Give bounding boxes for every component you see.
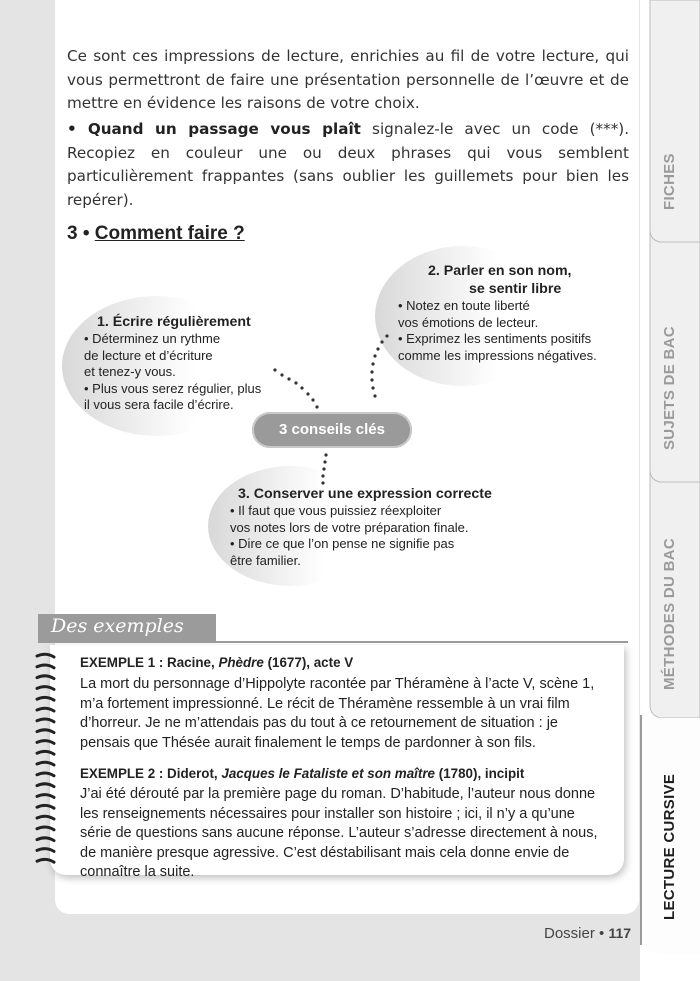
spiral-coil — [37, 784, 54, 787]
examples-header-label: Des exemples — [51, 615, 184, 637]
spiral-coil — [37, 805, 54, 808]
tip3-line: vos notes lors de votre préparation finale. — [230, 519, 469, 535]
spiral-coil — [37, 773, 54, 776]
tip2-line: vos émotions de lecteur. — [398, 314, 539, 330]
spiral-coil — [37, 665, 54, 668]
spiral-coil — [37, 849, 54, 852]
spiral-coil — [37, 859, 54, 862]
examples-header — [38, 614, 216, 642]
example1-prefix: EXEMPLE 1 : Racine, — [80, 655, 215, 670]
section-number: 3 • — [67, 223, 90, 244]
spiral-coil — [37, 838, 54, 841]
intro-rest: signalez-le avec un code (***). Recopiez en couleur une ou deux phrases qui vous semblent particulièrement frappantes (sans oublier les guillemets pour bien les repérer). — [67, 120, 630, 209]
spiral-coil — [37, 741, 54, 744]
example1-suffix: (1677), acte V — [267, 655, 354, 670]
bullet: • — [67, 120, 77, 138]
footer-separator: • — [599, 925, 605, 942]
page-number: 117 — [608, 925, 632, 941]
example1-heading — [80, 655, 353, 670]
example1-work-title: Phèdre — [218, 655, 264, 670]
tab-fiches[interactable]: FICHES — [661, 153, 678, 210]
example2-work-title: Jacques le Fataliste et son maître — [221, 766, 435, 781]
spiral-coil — [37, 730, 54, 733]
intro-paragraph: Ce sont ces impressions de lecture, enrichies au fil de votre lecture, qui vous permettront de faire une présentation personnelle de l’œuvre et de mettre en évidence les raisons de votre choix. — [67, 47, 629, 112]
example2-heading — [80, 766, 524, 781]
section-title-text: Comment faire ? — [94, 223, 245, 244]
tip1-line: et tenez-y vous. — [84, 364, 176, 379]
tip2-line: comme les impressions négatives. — [398, 347, 597, 363]
spiral-coil — [37, 676, 54, 679]
tip3-heading: 3. Conserver une expression correcte — [238, 486, 492, 502]
example2-prefix: EXEMPLE 2 : Diderot, — [80, 766, 218, 781]
spiral-coil — [37, 687, 54, 690]
tip3-line: être familier. — [230, 552, 301, 568]
tip1 — [84, 313, 261, 414]
tip2-heading-1: 2. Parler en son nom, — [428, 263, 572, 279]
tip1-heading: 1. Écrire régulièrement — [97, 314, 251, 330]
spiral-coil — [37, 751, 54, 754]
tab-lecture-cursive[interactable]: LECTURE CURSIVE — [661, 773, 678, 920]
tip1-line: • Déterminez un rythme — [84, 331, 221, 346]
example2-suffix: (1780), incipit — [438, 766, 525, 781]
tip2 — [398, 262, 597, 364]
tip2-heading-2: se sentir libre — [469, 281, 562, 297]
tip2-line: • Notez en toute liberté — [398, 298, 530, 313]
section-tabs — [640, 0, 700, 981]
tip3-line: • Dire ce que l’on pense ne signifie pas — [230, 536, 455, 551]
tip1-line: il vous sera facile d’écrire. — [84, 397, 234, 412]
spiral-coil — [37, 795, 54, 798]
tab-sujets-de-bac[interactable]: SUJETS DE BAC — [661, 326, 678, 450]
spiral-coil — [37, 697, 54, 700]
spiral-coil — [37, 719, 54, 722]
spiral-coil — [37, 762, 54, 765]
footer-label: Dossier — [544, 925, 595, 942]
tip3 — [230, 485, 492, 569]
example2-text: J’ai été dérouté par la première page du roman. D’habitude, l’auteur nous donne les renseignements nécessaires pour installer son histoire ; ici, il n’y a qu’une série de questions sans aucune réponse. L’auteur s’adresse directement à nous, de manière presque agressive. C’est déstabilisant mais cela donne envie de connaître la suite. — [80, 786, 598, 881]
spiral-coil — [37, 816, 54, 819]
spiral-coil — [37, 708, 54, 711]
spiral-binding-icon — [34, 650, 56, 870]
intro-bold-lead: Quand un passage vous plaît — [87, 120, 361, 138]
example1-text: La mort du personnage d’Hippolyte racontée par Théramène à l’acte V, scène 1, m’a fortement impressionné. Le récit de Théramène ressemble à un vrai film d’horreur. Je ne m’attendais pas du tout à ce retournement de situation : je pensais que Thésée aurait finalement le temps de pardonner à son fils. — [80, 676, 595, 751]
page-footer — [544, 925, 631, 942]
tip1-line: • Plus vous serez régulier, plus — [84, 380, 262, 396]
tip1-line: de lecture et d’écriture — [84, 347, 213, 363]
tip3-line: • Il faut que vous puissiez réexploiter — [230, 503, 442, 518]
spiral-coil — [37, 827, 54, 830]
center-pill: 3 conseils clés — [252, 412, 412, 448]
tab-methodes-du-bac[interactable]: MÉTHODES DU BAC — [661, 537, 678, 690]
tip2-line: • Exprimez les sentiments positifs — [398, 331, 592, 346]
spiral-coil — [37, 654, 54, 657]
